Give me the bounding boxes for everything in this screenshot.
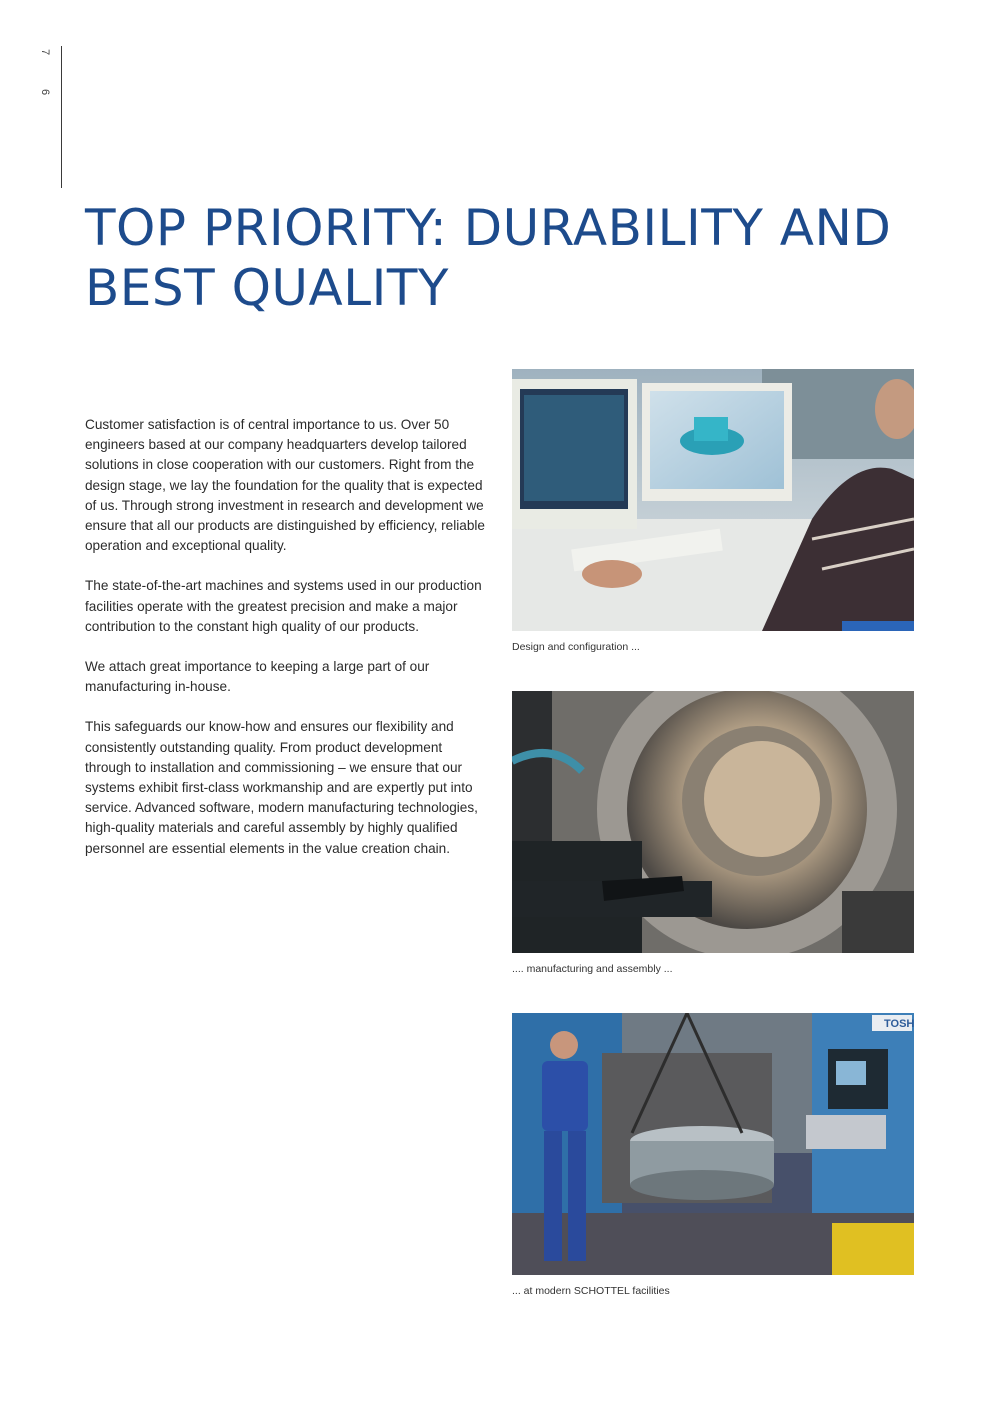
paragraph-in-house-manufacturing: We attach great importance to keeping a large part of our manufacturing in-house. <box>85 659 430 695</box>
page-number-left: 6 <box>39 88 52 96</box>
page-title-line-2: BEST QUALITY <box>85 259 449 317</box>
page-margin-rule <box>61 46 62 188</box>
photo-caption-manufacturing: .... manufacturing and assembly ... <box>512 963 673 975</box>
factory-floor-photo <box>512 1013 914 1275</box>
design-workstation-photo <box>512 369 914 631</box>
paragraph-production-machines: The state-of-the-art machines and systems used in our production facilities operate with the greatest precision and make a major contribution to the constant high quality of our products. <box>85 578 482 634</box>
paragraph-customer-satisfaction: Customer satisfaction is of central importance to us. Over 50 engineers based at our company headquarters develop tailored solutions in close cooperation with our customers. Right from the design stage, we lay the foundation for the quality that is expected of us. Through strong investment in research and development we ensure that all our products are distinguished by efficiency, reliable operation and exceptional quality. <box>85 417 485 554</box>
paragraph-know-how: This safeguards our know-how and ensures our flexibility and consistently outstanding quality. From product development through to installation and commissioning – we ensure that our systems exhibit first-class workmanship and are expertly put into service. Advanced software, modern manufacturing technologies, high-quality materials and careful assembly by highly qualified personnel are essential elements in the value creation chain. <box>85 719 478 856</box>
machining-photo <box>512 691 914 953</box>
machine-brand-sign: TOSH <box>884 1018 914 1030</box>
photo-caption-facilities: ... at modern SCHOTTEL facilities <box>512 1285 670 1297</box>
body-text <box>85 415 490 879</box>
page-title <box>85 198 905 318</box>
page-number-right: 7 <box>39 48 52 56</box>
page-title-line-1: TOP PRIORITY: DURABILITY AND <box>85 199 892 257</box>
photo-caption-design: Design and configuration ... <box>512 641 640 653</box>
